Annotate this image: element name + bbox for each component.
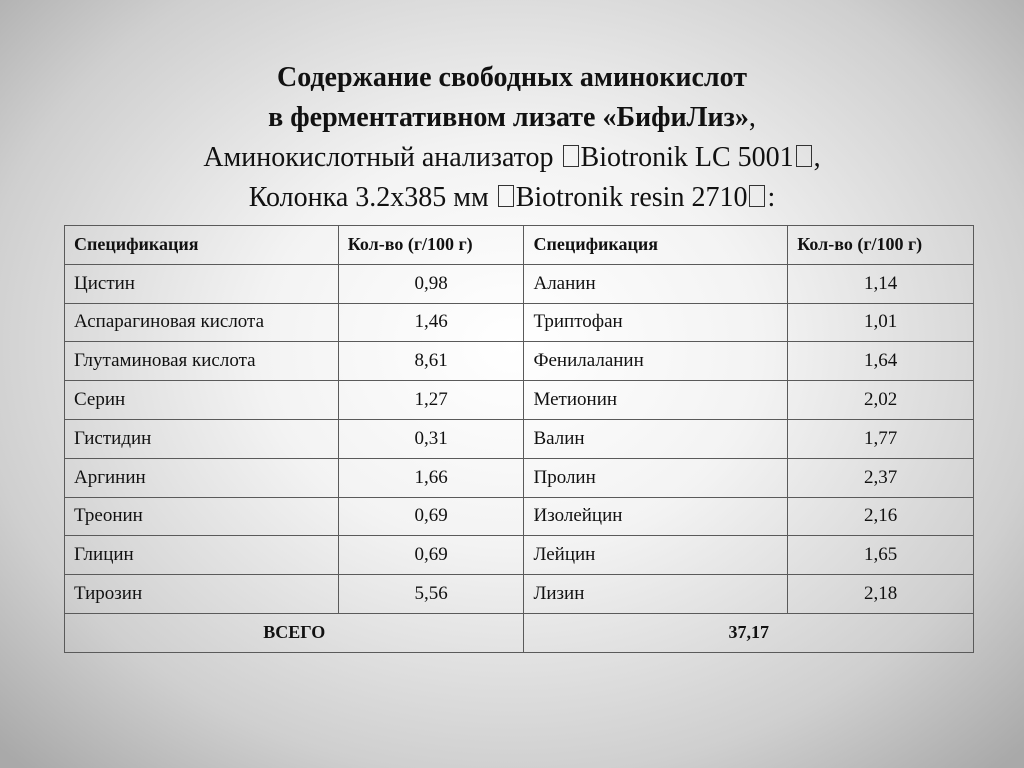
amino-acid-name: Аланин: [524, 264, 788, 303]
amino-acid-name: Аспарагиновая кислота: [65, 303, 339, 342]
amino-acid-name: Изолейцин: [524, 497, 788, 536]
amino-acid-value: 0,69: [338, 536, 524, 575]
missing-glyph-icon: [498, 185, 514, 207]
amino-acid-name: Триптофан: [524, 303, 788, 342]
table-row: [65, 419, 974, 458]
missing-glyph-icon: [749, 185, 765, 207]
amino-acid-name: Треонин: [65, 497, 339, 536]
amino-acid-value: 8,61: [338, 342, 524, 381]
amino-acid-name: Валин: [524, 419, 788, 458]
title-line-2: [0, 98, 1024, 138]
amino-acid-value: 1,64: [788, 342, 974, 381]
amino-acid-table: [64, 225, 974, 653]
title-line-3-suffix: ,: [813, 142, 821, 173]
amino-acid-name: Фенилаланин: [524, 342, 788, 381]
slide-title: [0, 58, 1024, 218]
title-line-4: [0, 178, 1024, 218]
total-value: 37,17: [524, 613, 974, 652]
amino-acid-value: 1,14: [788, 264, 974, 303]
amino-acid-value: 1,65: [788, 536, 974, 575]
amino-acid-value: 0,69: [338, 497, 524, 536]
table-row: [65, 497, 974, 536]
amino-acid-name: Лизин: [524, 575, 788, 614]
amino-acid-name: Глицин: [65, 536, 339, 575]
analyzer-label: Аминокислотный анализатор: [203, 142, 561, 173]
amino-acid-name: Метионин: [524, 381, 788, 420]
amino-acid-value: 1,77: [788, 419, 974, 458]
amino-acid-name: Серин: [65, 381, 339, 420]
amino-acid-name: Глутаминовая кислота: [65, 342, 339, 381]
title-line-4-suffix: :: [767, 182, 776, 213]
total-row: [65, 613, 974, 652]
amino-acid-value: 2,18: [788, 575, 974, 614]
column-label: Колонка 3.2х385 мм: [248, 182, 496, 213]
table-row: [65, 303, 974, 342]
amino-acid-value: 1,01: [788, 303, 974, 342]
amino-acid-value: 2,02: [788, 381, 974, 420]
amino-acid-name: Пролин: [524, 458, 788, 497]
amino-acid-value: 5,56: [338, 575, 524, 614]
amino-acid-name: Тирозин: [65, 575, 339, 614]
analyzer-name: Biotronik LC 5001: [580, 142, 794, 173]
header-spec-2: Спецификация: [524, 226, 788, 265]
missing-glyph-icon: [796, 145, 812, 167]
amino-acid-value: 1,46: [338, 303, 524, 342]
table-row: [65, 381, 974, 420]
table-row: [65, 264, 974, 303]
amino-acid-value: 0,98: [338, 264, 524, 303]
header-qty-2: Кол-во (г/100 г): [788, 226, 974, 265]
amino-acid-name: Гистидин: [65, 419, 339, 458]
table-row: [65, 458, 974, 497]
amino-acid-value: 0,31: [338, 419, 524, 458]
amino-acid-value: 1,66: [338, 458, 524, 497]
title-line-3: [0, 138, 1024, 178]
title-line-2-suffix: ,: [748, 102, 756, 133]
column-name: Biotronik resin 2710: [515, 182, 748, 213]
title-line-1: Содержание свободных аминокислот: [276, 62, 748, 93]
table-row: [65, 342, 974, 381]
amino-acid-name: Цистин: [65, 264, 339, 303]
total-label: ВСЕГО: [65, 613, 524, 652]
header-qty-1: Кол-во (г/100 г): [338, 226, 524, 265]
table-row: [65, 575, 974, 614]
amino-acid-name: Лейцин: [524, 536, 788, 575]
amino-acid-value: 2,16: [788, 497, 974, 536]
table-row: [65, 536, 974, 575]
table-header-row: [65, 226, 974, 265]
amino-acid-value: 2,37: [788, 458, 974, 497]
title-line-2-text: в ферментативном лизате «БифиЛиз»: [268, 102, 749, 133]
missing-glyph-icon: [563, 145, 579, 167]
amino-acid-name: Аргинин: [65, 458, 339, 497]
amino-acid-value: 1,27: [338, 381, 524, 420]
header-spec-1: Спецификация: [65, 226, 339, 265]
